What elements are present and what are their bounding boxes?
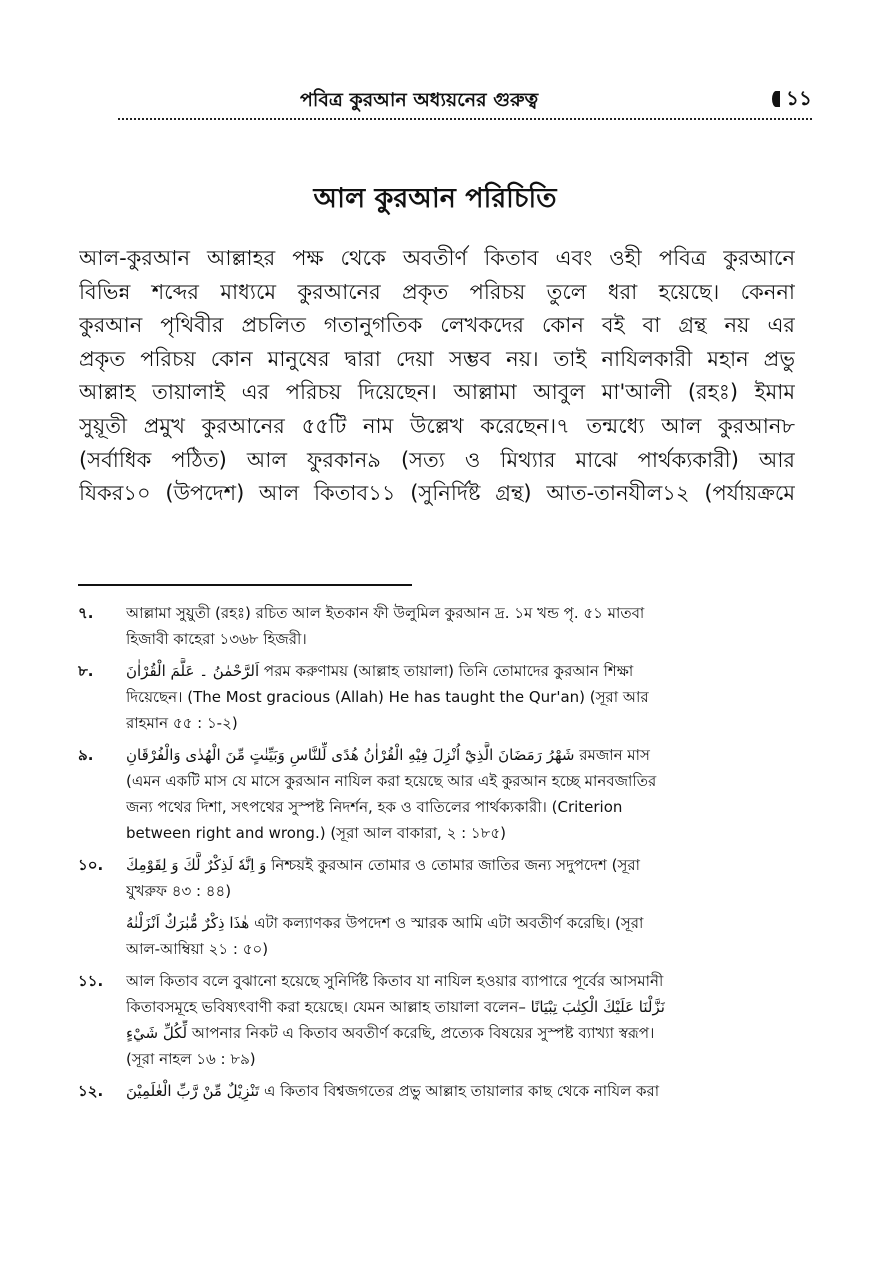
body-line: কুরআন পৃথিবীর প্রচলিত গতানুগতিক লেখকদের কোন বই বা গ্রন্থ নয় এর	[79, 313, 795, 338]
footnote-number: ১০.	[78, 856, 104, 874]
body-paragraph	[79, 242, 795, 511]
footnote-line: আল-আম্বিয়া ২১ : ৫০)	[126, 940, 269, 958]
footnote-line: আল্লামা সুয়ুতী (রহঃ) রচিত আল ইতকান ফী উলুমিল কুরআন দ্র. ১ম খন্ড পৃ. ৫১ মাতবা	[126, 604, 645, 622]
footnote-7	[78, 600, 794, 652]
footnote-number: ৭.	[78, 604, 94, 622]
footnote-divider	[78, 584, 412, 586]
footnote-line: اَلرَّحْمٰنُ ۔ عَلَّمَ الْقُرْاٰنَ পরম করুণাময় (আল্লাহ তায়ালা) তিনি তোমাদের কুরআন শিক্ষা	[126, 662, 634, 680]
footnote-9	[78, 742, 794, 846]
running-title: পবিত্র কুরআন অধ্যয়নের গুরুত্ব	[300, 89, 539, 111]
footnote-number: ১১.	[78, 972, 104, 990]
footnote-11	[78, 968, 794, 1072]
page-header	[118, 78, 812, 120]
footnote-line: (এমন একটি মাস যে মাসে কুরআন নাযিল করা হয়েছে আর এই কুরআন হচ্ছে মানবজাতির	[126, 772, 657, 790]
footnote-number: ১২.	[78, 1082, 104, 1100]
body-line: বিভিন্ন শব্দের মাধ্যমে কুরআনের প্রকৃত পরিচয় তুলে ধরা হয়েছে। কেননা	[79, 279, 795, 304]
footnote-line: وَ اِنَّهٗ لَذِكْرٌ لَّكَ وَ لِقَوْمِكَ নিশ্চয়ই কুরআন তোমার ও তোমার জাতির জন্য সদুপদেশ (সূরা	[126, 856, 640, 874]
footnote-line: تَنْزِيْلٌ مِّنْ رَّبِّ الْعٰلَمِيْنَ এ কিতাব বিশ্বজগতের প্রভু আল্লাহ তায়ালার কাছ থেকে নাযিল করা	[126, 1082, 660, 1100]
body-line: আল্লাহ তায়ালাই এর পরিচয় দিয়েছেন। আল্লামা আবুল মা'আলী (রহঃ) ইমাম	[79, 380, 795, 405]
footnote-line: between right and wrong.) (সূরা আল বাকারা, ২ : ১৮৫)	[126, 824, 506, 842]
section-title: আল কুরআন পরিচিতি	[313, 183, 557, 214]
footnote-line: شَهْرُ رَمَضَانَ الَّذِيْٓ اُنْزِلَ فِيْهِ الْقُرْاٰنُ هُدًى لِّلنَّاسِ وَبَيِّنٰتٍ مِّنَ الْهُدٰى وَالْفُرْقَانِ রমজান মাস	[126, 746, 650, 764]
footnote-line: জন্য পথের দিশা, সৎপথের সুস্পষ্ট নিদর্শন, হক ও বাতিলের পার্থক্যকারী। (Criterion	[126, 798, 623, 816]
body-line: যিকর১০ (উপদেশ) আল কিতাব১১ (সুনির্দিষ্ট গ্রন্থ) আত-তানযীল১২ (পর্যায়ক্রমে	[79, 481, 795, 506]
footnote-10	[78, 852, 794, 962]
footnote-line: (সূরা নাহল ১৬ : ৮৯)	[126, 1050, 256, 1068]
page-marker-icon	[772, 91, 780, 107]
page-number	[772, 84, 812, 117]
footnotes	[78, 600, 794, 1110]
footnote-8	[78, 658, 794, 736]
footnote-line: হিজাবী কাহেরা ১৩৬৮ হিজরী।	[126, 630, 307, 648]
body-line: সুয়ূতী প্রমুখ কুরআনের ৫৫টি নাম উল্লেখ করেছেন।৭ তন্মধ্যে আল কুরআন৮	[79, 413, 795, 438]
footnote-line: রাহমান ৫৫ : ১-২)	[126, 714, 238, 732]
footnote-line: কিতাবসমূহে ভবিষ্যৎবাণী করা হয়েছে। যেমন আল্লাহ তায়ালা বলেন– نَزَّلْنَا عَلَيْكَ الْكِتٰبَ تِبْيَانًا	[126, 998, 665, 1016]
body-line: প্রকৃত পরিচয় কোন মানুষের দ্বারা দেয়া সম্ভব নয়। তাই নাযিলকারী মহান প্রভু	[79, 346, 795, 371]
footnote-number: ৮.	[78, 662, 94, 680]
footnote-line: لِّكُلِّ شَيْءٍ আপনার নিকট এ কিতাব অবতীর্ণ করেছি, প্রত্যেক বিষয়ের সুস্পষ্ট ব্যাখ্যা স্বরূপ।	[126, 1024, 655, 1042]
body-line: (সর্বাধিক পঠিত) আল ফুরকান৯ (সত্য ও মিথ্যার মাঝে পার্থক্যকারী) আর	[79, 447, 795, 472]
page-number-text: ১১	[786, 86, 812, 110]
footnote-line: هٰذَا ذِكْرٌ مُّبٰرَكٌ اَنْزَلْنٰهُ এটা কল্যাণকর উপদেশ ও স্মারক আমি এটা অবতীর্ণ করেছি। (সূরা	[126, 914, 644, 932]
footnote-line: দিয়েছেন। (The Most gracious (Allah) He has taught the Qur'an) (সূরা আর	[126, 688, 649, 706]
footnote-number: ৯.	[78, 746, 94, 764]
footnote-12	[78, 1078, 794, 1104]
footnote-line: আল কিতাব বলে বুঝানো হয়েছে সুনির্দিষ্ট কিতাব যা নাযিল হওয়ার ব্যাপারে পূর্বের আসমানী	[126, 972, 664, 990]
footnote-line: যুখরুফ ৪৩ : ৪৪)	[126, 882, 232, 900]
body-line: আল-কুরআন আল্লাহর পক্ষ থেকে অবতীর্ণ কিতাব এবং ওহী পবিত্র কুরআনে	[79, 246, 795, 270]
